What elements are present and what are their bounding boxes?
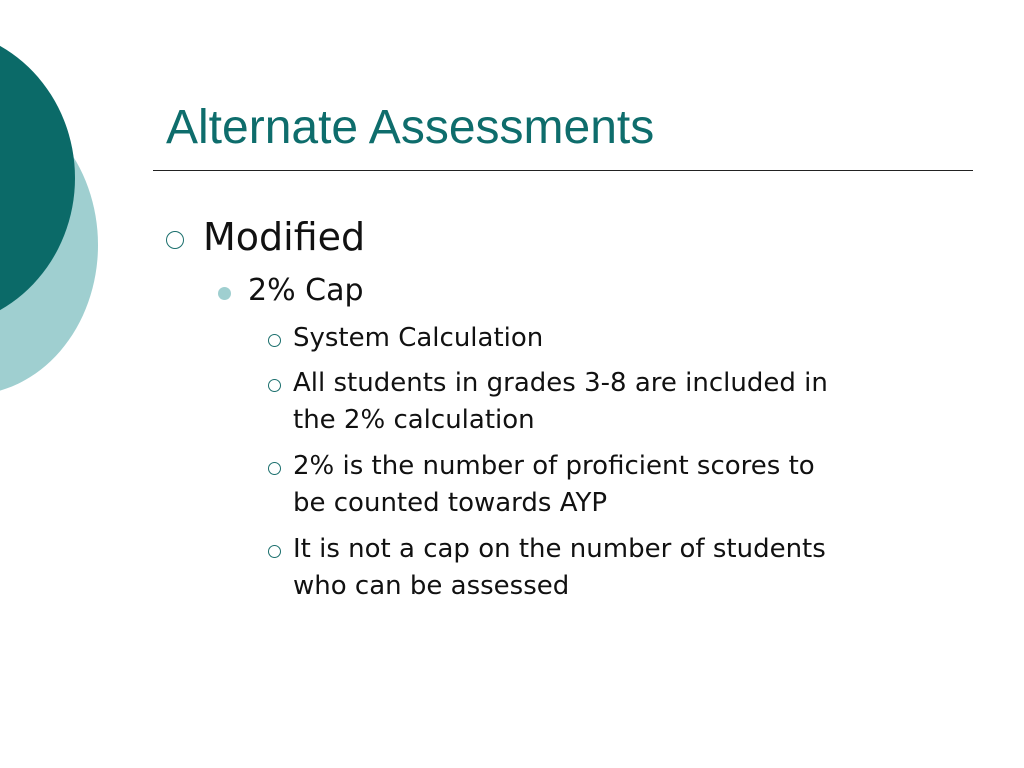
hollow-circle-bullet-icon <box>268 545 281 558</box>
bullet-level2-text: 2% Cap <box>248 273 364 308</box>
bullet-text-line: the 2% calculation <box>293 405 535 435</box>
bullet-text-line: 2% is the number of proficient scores to <box>293 451 815 481</box>
bullet-level1-text: Modified <box>203 215 366 259</box>
hollow-circle-bullet-icon <box>268 462 281 475</box>
bullet-text-line: who can be assessed <box>293 571 570 601</box>
bullet-level3-text <box>293 365 828 439</box>
bullet-text-line: It is not a cap on the number of students <box>293 534 826 564</box>
bullet-text-line: be counted towards AYP <box>293 488 608 518</box>
bullet-level3-text <box>293 448 815 522</box>
slide-title: Alternate Assessments <box>166 101 655 154</box>
bullet-level3-text <box>293 531 826 605</box>
bullet-text-line: System Calculation <box>293 323 544 353</box>
hollow-circle-bullet-icon <box>166 231 184 249</box>
filled-circle-bullet-icon <box>218 287 231 300</box>
title-divider <box>153 170 973 171</box>
hollow-circle-bullet-icon <box>268 379 281 392</box>
bullet-text-line: All students in grades 3-8 are included in <box>293 368 828 398</box>
hollow-circle-bullet-icon <box>268 334 281 347</box>
bullet-level3-text <box>293 320 543 357</box>
